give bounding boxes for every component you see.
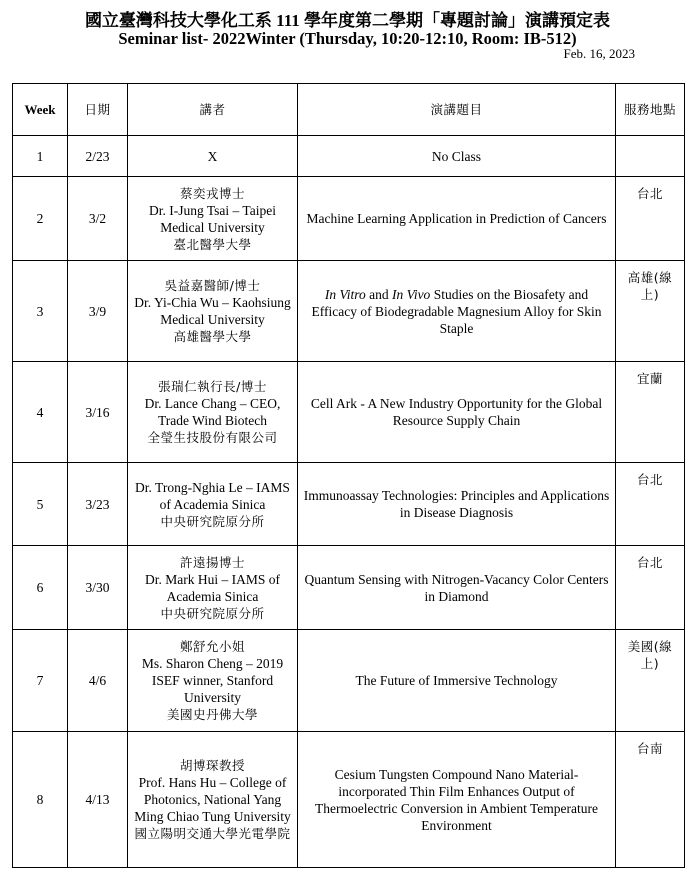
week-cell: 3 xyxy=(13,261,68,362)
date-cell: 3/30 xyxy=(68,546,128,630)
speaker-cell xyxy=(128,261,298,362)
speaker-institution: 國立陽明交通大學光電學院 xyxy=(134,826,291,841)
speaker-name-zh: 蔡奕戎博士 xyxy=(179,185,245,201)
speaker-institution: 中央研究院原分所 xyxy=(160,605,265,621)
speaker-name-zh: 鄭舒允小姐 xyxy=(179,639,245,654)
date-cell: 3/23 xyxy=(68,463,128,546)
topic-italic-in-vivo: In Vivo xyxy=(391,286,431,302)
topic-cell: Quantum Sensing with Nitrogen-Vacancy Color Centers in Diamond xyxy=(298,546,616,630)
date-cell: 4/13 xyxy=(68,732,128,868)
week-cell: 7 xyxy=(13,630,68,732)
speaker-name-en: Dr. I-Jung Tsai – Taipei Medical University xyxy=(149,202,276,235)
topic-italic-in-vitro: In Vitro xyxy=(324,286,366,302)
location-cell: 台北 xyxy=(616,463,685,546)
table-header-row xyxy=(13,84,685,136)
location-cell: 台北 xyxy=(616,177,685,261)
title-chinese: 國立臺灣科技大學化工系 111 學年度第二學期「專題討論」演講預定表 xyxy=(84,11,611,30)
location-cell: 美國(線上) xyxy=(616,630,685,732)
table-row xyxy=(13,630,685,732)
topic-cell: Cesium Tungsten Compound Nano Material-incorporated Thin Film Enhances Output of Thermoelectric Conversion in Ambient Temperature Environment xyxy=(298,732,616,868)
week-cell: 2 xyxy=(13,177,68,261)
date-cell: 3/9 xyxy=(68,261,128,362)
speaker-cell xyxy=(128,630,298,732)
date-cell: 3/2 xyxy=(68,177,128,261)
week-cell: 4 xyxy=(13,362,68,463)
table-row xyxy=(13,463,685,546)
speaker-institution: 臺北醫學大學 xyxy=(173,236,252,252)
seminar-table xyxy=(12,83,685,868)
topic-cell: Immunoassay Technologies: Principles and Applications in Disease Diagnosis xyxy=(298,463,616,546)
topic-cell xyxy=(298,261,616,362)
speaker-name-zh: 許遠揚博士 xyxy=(179,554,245,570)
table-row xyxy=(13,546,685,630)
topic-cell: Machine Learning Application in Prediction of Cancers xyxy=(298,177,616,261)
week-cell: 1 xyxy=(13,136,68,177)
date-cell: 2/23 xyxy=(68,136,128,177)
speaker-institution: 中央研究院原分所 xyxy=(160,513,265,529)
topic-cell: No Class xyxy=(298,136,616,177)
document-date: Feb. 16, 2023 xyxy=(563,46,635,61)
week-cell: 6 xyxy=(13,546,68,630)
topic-cell: Cell Ark - A New Industry Opportunity for the Global Resource Supply Chain xyxy=(298,362,616,463)
speaker-cell xyxy=(128,732,298,868)
col-topic: 演講題目 xyxy=(298,84,616,136)
speaker-name-zh: 張瑞仁執行長/博士 xyxy=(158,379,267,394)
location-cell xyxy=(616,136,685,177)
col-week: Week xyxy=(13,84,68,136)
speaker-name-en: Ms. Sharon Cheng – 2019 ISEF winner, Stanford University xyxy=(141,656,284,705)
speaker-cell: X xyxy=(128,136,298,177)
table-row xyxy=(13,136,685,177)
speaker-cell xyxy=(128,177,298,261)
week-cell: 5 xyxy=(13,463,68,546)
speaker-institution: 全瑩生技股份有限公司 xyxy=(147,430,278,445)
title-english: Seminar list- 2022Winter (Thursday, 10:20-12:10, Room: IB-512) xyxy=(118,29,577,48)
col-speaker: 講者 xyxy=(128,84,298,136)
table-row xyxy=(13,362,685,463)
table-row xyxy=(13,261,685,362)
date-cell: 4/6 xyxy=(68,630,128,732)
speaker-name-en: Prof. Hans Hu – College of Photonics, National Yang Ming Chiao Tung University xyxy=(134,775,291,824)
speaker-cell xyxy=(128,362,298,463)
speaker-name-en: Dr. Mark Hui – IAMS of Academia Sinica xyxy=(145,571,280,604)
location-cell: 宜蘭 xyxy=(616,362,685,463)
date-cell: 3/16 xyxy=(68,362,128,463)
speaker-cell xyxy=(128,546,298,630)
week-cell: 8 xyxy=(13,732,68,868)
topic-rest: Studies on the Biosafety and Efficacy of Biodegradable Magnesium Alloy for Skin Staple xyxy=(311,286,602,336)
location-cell: 台南 xyxy=(616,732,685,868)
speaker-cell xyxy=(128,463,298,546)
speaker-institution: 高雄醫學大學 xyxy=(173,329,252,344)
speaker-name-en: Dr. Lance Chang – CEO, Trade Wind Biotech xyxy=(144,396,281,428)
topic-cell: The Future of Immersive Technology xyxy=(298,630,616,732)
speaker-institution: 美國史丹佛大學 xyxy=(166,707,258,722)
speaker-name-en: Dr. Yi-Chia Wu – Kaohsiung Medical University xyxy=(134,295,291,327)
col-date: 日期 xyxy=(68,84,128,136)
speaker-name-zh: 胡博琛教授 xyxy=(179,758,245,773)
speaker-name-en: Dr. Trong-Nghia Le – IAMS of Academia Sinica xyxy=(135,479,290,512)
table-row xyxy=(13,177,685,261)
topic-and: and xyxy=(365,286,392,302)
location-cell: 高雄(線上) xyxy=(616,261,685,362)
col-location: 服務地點 xyxy=(616,84,685,136)
location-cell: 台北 xyxy=(616,546,685,630)
table-row xyxy=(13,732,685,868)
speaker-name-zh: 吳益嘉醫師/博士 xyxy=(164,278,261,293)
